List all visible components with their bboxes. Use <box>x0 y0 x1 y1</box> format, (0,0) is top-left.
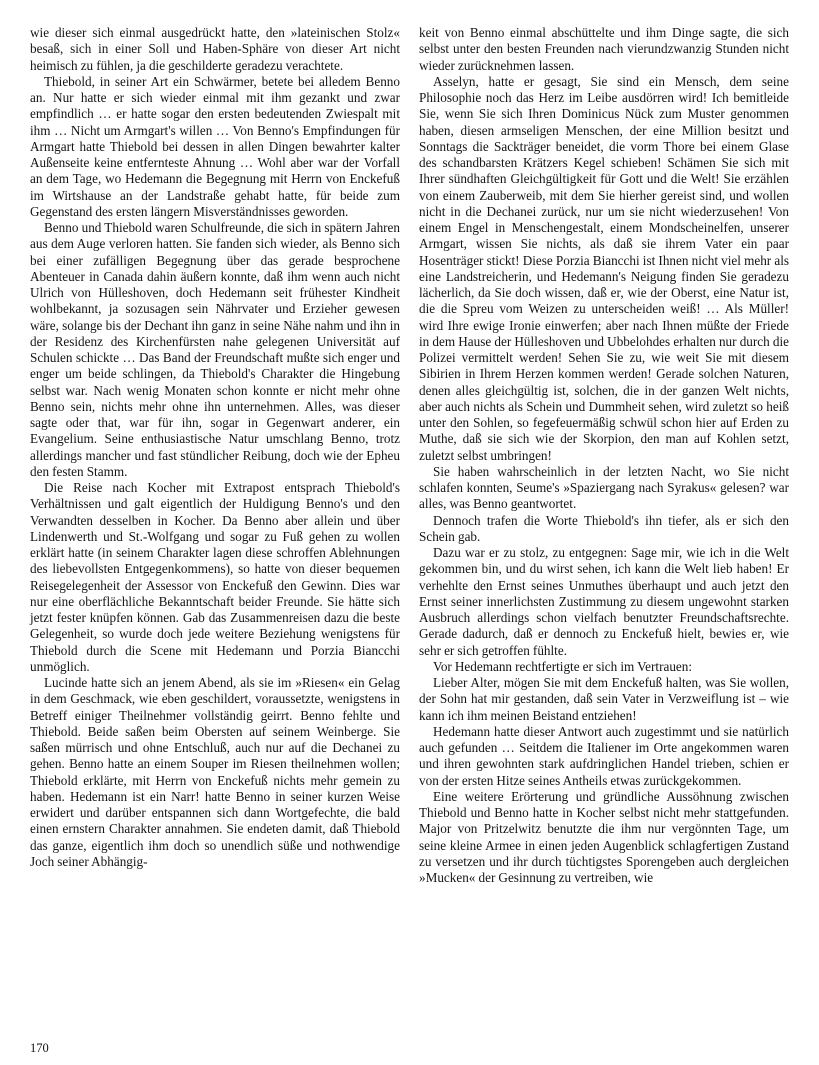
paragraph: Dazu war er zu stolz, zu entgegnen: Sage mir, wie ich in die Welt gekommen bin, und du wirst sehen, ich kann die Welt lieb haben! Er verhehlte den Ernst seines Unmuthes überhaupt und auch jetzt den Ernst seiner innerlichsten Zustimmung zu diesem ungewohnt starken Ausbruch allerdings schon vielfach benutzter Freundschaftsrechte. Gerade dadurch, daß er dennoch zu Enckefuß hielt, bewies er, wie sehr er sich getroffen fühlte. <box>419 545 789 658</box>
text-column-left <box>30 25 400 886</box>
text-columns <box>30 25 789 886</box>
paragraph: Sie haben wahrscheinlich in der letzten Nacht, wo Sie nicht schlafen konnten, Seume's »Spaziergang nach Syrakus« gelesen? war alles, was Benno geantwortet. <box>419 463 789 512</box>
paragraph: wie dieser sich einmal ausgedrückt hatte, den »lateinischen Stolz« besaß, sich in einer Soll und Haben-Sphäre von dieser Art nicht heimisch zu fühlen, ja die geschilderte geradezu verachtete. <box>30 25 400 73</box>
paragraph: Die Reise nach Kocher mit Extrapost entsprach Thiebold's Verhältnissen und galt eigentlich der Huldigung Benno's und den Verwandten desselben in Kocher. Da Benno aber allein und über Lindenwerth und St.-Wolfgang und sogar zu Fuß gehen zu wollen erklärt hatte (in seinem Charakter lagen diese schroffen Ablehnungen des liebevollsten Entgegenkommens), so hatte von dieser bequemen Reisegelegenheit der Assessor von Enckefuß den Gewinn. Dies war nur eine oberflächliche Bekanntschaft beider Freunde. Sie hätte sich jetzt fester knüpfen können. Gab das Zusammenreisen dazu die beste Gelegenheit, so wurde doch jede weitere Beziehung wenigstens für Thiebold durch die Scene mit Hedemann und Porzia Biancchi unmöglich. <box>30 480 400 674</box>
text-column-right <box>419 25 789 886</box>
paragraph: Vor Hedemann rechtfertigte er sich im Vertrauen: <box>433 658 693 674</box>
page-number: 170 <box>30 1041 49 1055</box>
paragraph: Dennoch trafen die Worte Thiebold's ihn tiefer, als er sich den Schein gab. <box>419 512 789 544</box>
paragraph: Lucinde hatte sich an jenem Abend, als sie im »Riesen« ein Gelag in dem Geschmack, wie eben geschildert, voraussetzte, wenigstens in Betreff einiger Theilnehmer vollständig geirrt. Benno fehlte und Thiebold. Beide saßen beim Obersten auf seinem Weinberge. Sie saßen mürrisch und ohne Entschluß, auch nur auf die Dechanei zu gehen. Benno hatte an einem Souper im Riesen theilnehmen wollen; Thiebold erklärte, mit Herrn von Enckefuß nichts mehr gemein zu haben. Hedemann ist ein Narr! hatte Benno in seiner kurzen Weise erwidert und darüber entspannen sich dann Wortgefechte, die bald einen ernstern Charakter annahmen. Sie endeten damit, daß Thiebold das ganze, eigentlich ihm doch so unendlich süße und nothwendige Joch seiner Abhängig- <box>30 675 400 869</box>
paragraph: Eine weitere Erörterung und gründliche Aussöhnung zwischen Thiebold und Benno hatte in Kocher selbst nicht mehr stattgefunden. Major von Pritzelwitz benutzte die ihm nur vergönnten Tage, um seine kleine Armee in einen jeden Augenblick schlagfertigen Zustand zu versetzen und ihr durch tüchtigstes Sporengeben auch dergleichen »Mucken« der Gesinnung zu vertreiben, wie <box>419 788 789 885</box>
paragraph: Asselyn, hatte er gesagt, Sie sind ein Mensch, dem seine Philosophie noch das Herz im Leibe ausdörren wird! Ich bemitleide Sie, wenn Sie sich Ihren Dominicus Nück zum Muster genommen haben, diesen armseligen Menschen, der eine Million besitzt und Sonntags die Sackträger beneidet, die vorm Thore bei einem Glase des schandbarsten Krätzers Kegel schieben! Schämen Sie sich mit Ihrer sündhaften Gleichgültigkeit für Gott und die Welt! Sie erzählen von einem Zauberweib, mit dem Sie hierher gereist sind, und wollen nicht in die Dechanei zurück, nur um sie nicht wiederzusehen! Von einem Engel in Menschengestalt, einem Mondscheinelfen, unserer Armgart, wissen Sie nichts, als daß sie ihrem Vater ein paar Hosenträger stickt! Diese Porzia Biancchi ist Ihnen nicht viel mehr als eine Landstreicherin, und Hedemann's Neigung finden Sie geradezu lächerlich, da Sie doch wissen, daß er, wie der Oberst, eine Natur ist, die die Spreu vom Weizen zu unterscheiden weiß! … Als Müller! wird Ihre ewige Ironie einwerfen; aber nach Ihnen müßte der Friede in dem Hause der Hülleshoven und Ubbelohdes erhalten nur durch die Polizei vermittelt werden! Sehen Sie zu, wie weit Sie mit diesem Sibirien in Ihrem Herzen kommen werden! Gerade solchen Naturen, denen alles gleichgültig ist, solchen, die in der ganzen Welt nichts, aber auch nichts als Schein und Dummheit sehen, wird zuletzt so heiß unter den Sohlen, so fegefeuermäßig schwül schon hier auf Erden zu Muthe, daß sie sich wie der Skorpion, den man auf Kohlen setzt, zuletzt selbst umbringen! <box>419 73 789 463</box>
paragraph: Hedemann hatte dieser Antwort auch zugestimmt und sie natürlich auch gefunden … Seitdem die Italiener im Orte angekommen waren und ihren gewohnten stark aufdringlichen Handel trieben, schien er von der ersten Hitze seines Antheils etwas zurückgekommen. <box>419 723 789 788</box>
paragraph: Thiebold, in seiner Art ein Schwärmer, betete bei alledem Benno an. Nur hatte er sich wieder einmal mit ihm gezankt und zwar empfindlich … er hatte sogar den ersten bedeutenden Zwiespalt mit ihm … Nicht um Armgart's willen … Von Benno's Empfindungen für Armgart hatte Thiebold bei dessen in allen Dingen bewahrter kalter Außenseite keine entfernteste Ahnung … Wohl aber war der Vorfall an dem Tage, wo Hedemann die Begegnung mit Herrn von Enckefuß im Wirtshause an der Landstraße gehabt hatte, für beide zum Gegenstand des ersten längern Misverständnisses geworden. <box>30 73 400 219</box>
paragraph: Benno und Thiebold waren Schulfreunde, die sich in spätern Jahren aus dem Auge verloren hatten. Sie fanden sich wieder, als Benno sich bei einer zufälligen Begegnung über das gerade besprochene Abenteuer in Canada dahin äußern konnte, daß ihm wenn auch nicht Ulrich von Hülleshoven, doch Hedemann seit frühester Kindheit wohlbekannt, ja sozusagen sein Nährvater und Erzieher gewesen wäre, solange bis der Dechant ihn ganz in seine Nähe nahm und ihn in der Residenz des Kirchenfürsten nahe gelegenen Universität auf Schulen schickte … Das Band der Freundschaft mußte sich enger und enger um beide schlingen, da Thiebold's Charakter die Hingebung selbst war. Nach wenig Monaten schon konnte er nicht mehr ohne Benno sein, nichts mehr ohne ihn unternehmen. Alles, was dieser sagte oder that, war für ihn, sogar in Gegenwart anderer, ein Evangelium. Seine enthusiastische Natur umschlang Benno, trotz allerdings mancher und fast stündlicher Reibung, doch wie der Epheu den festen Stamm. <box>30 220 400 479</box>
paragraph: Lieber Alter, mögen Sie mit dem Enckefuß halten, was Sie wollen, der Sohn hat mir gestanden, daß sein Vater in Verzweiflung ist – wie kann ich ihm meinen Beistand entziehen! <box>419 675 789 723</box>
paragraph: keit von Benno einmal abschüttelte und ihm Dinge sagte, die sich selbst unter den besten Freunden nach vierundzwanzig Stunden nicht wieder zurücknehmen lassen. <box>419 25 789 73</box>
